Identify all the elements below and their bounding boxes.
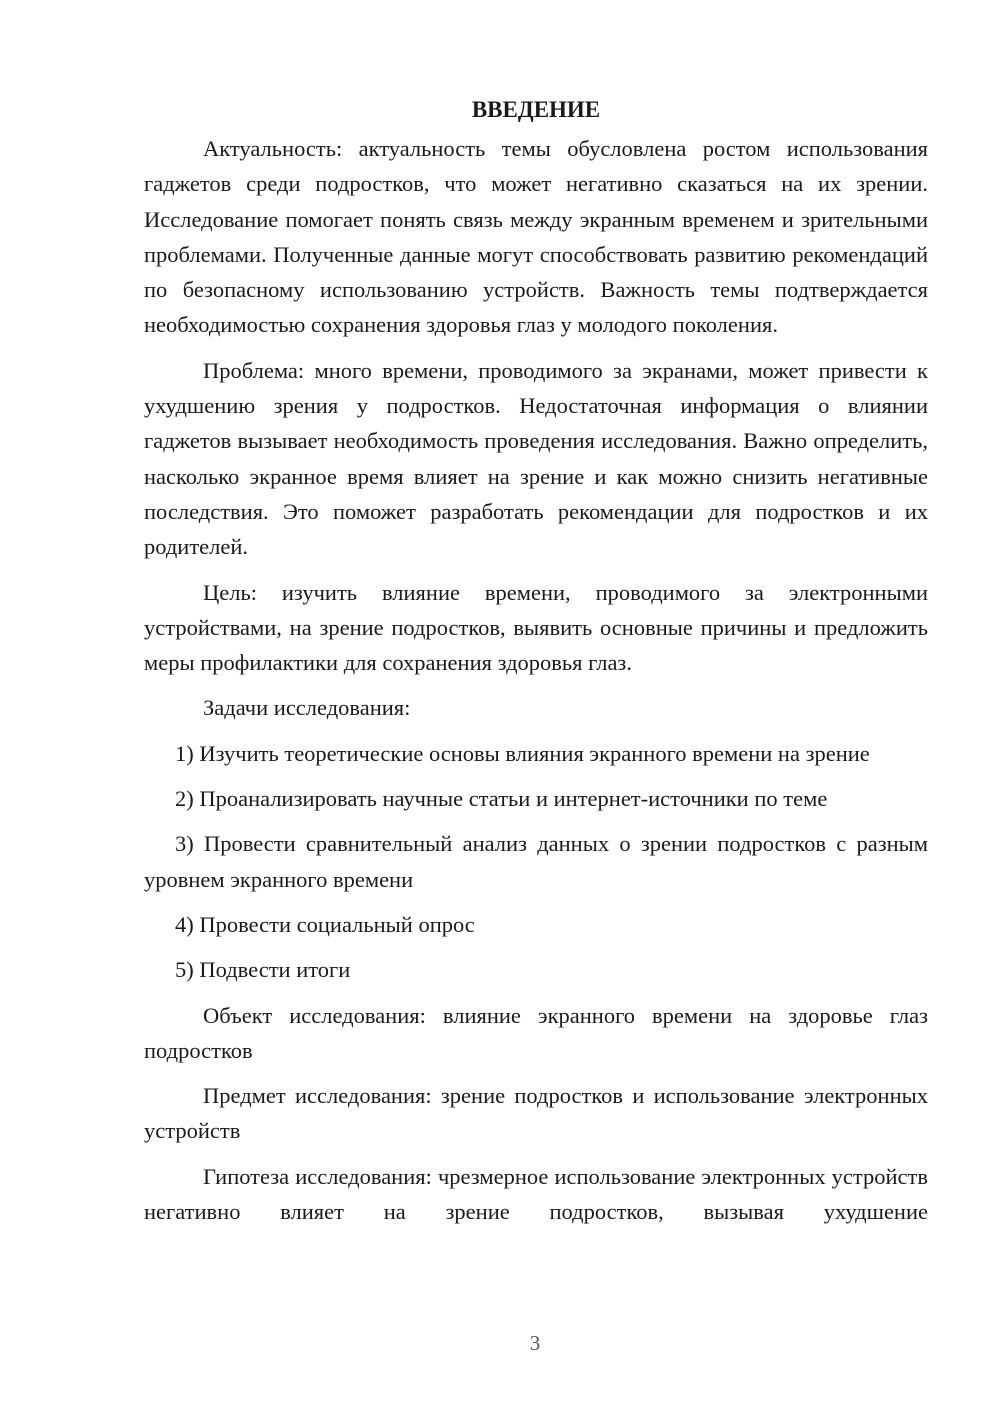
- tasks-heading: Задачи исследования:: [203, 695, 411, 721]
- list-item: 2) Проанализировать научные статьи и интернет-источники по теме: [175, 786, 828, 812]
- page-number: 3: [529, 1331, 541, 1355]
- subject-paragraph: Предмет исследования: зрение подростков и использование электронных устройств: [144, 1083, 928, 1144]
- object-paragraph: Объект исследования: влияние экранного времени на здоровье глаз подростков: [144, 1002, 928, 1063]
- goal-paragraph: Цель: изучить влияние времени, проводимого за электронными устройствами, на зрение подростков, выявить основные причины и предложить меры профилактики для сохранения здоровья глаз.: [144, 579, 928, 676]
- problem-paragraph: Проблема: много времени, проводимого за экранами, может привести к ухудшению зрения у подростков. Недостаточная информация о влиянии гаджетов вызывает необходимость проведения исследования. Важно определить, насколько экранное время влияет на зрение и как можно снизить негативные последствия. Это поможет разработать рекомендации для подростков и их родителей.: [144, 357, 928, 560]
- relevance-paragraph: Актуальность: актуальность темы обусловлена ростом использования гаджетов среди подростков, что может негативно сказаться на их зрении. Исследование помогает понять связь между экранным временем и зрительными проблемами. Полученные данные могут способствовать развитию рекомендаций по безопасному использованию устройств. Важность темы подтверждается необходимостью сохранения здоровья глаз у молодого поколения.: [144, 136, 928, 338]
- hypothesis-paragraph: Гипотеза исследования: чрезмерное использование электронных устройств негативно влияет на зрение подростков, вызывая ухудшение: [144, 1163, 928, 1225]
- list-item: 4) Провести социальный опрос: [175, 911, 475, 937]
- document-page: [144, 92, 928, 1239]
- page-title: ВВЕДЕНИЕ: [471, 97, 601, 122]
- list-item: 1) Изучить теоретические основы влияния экранного времени на зрение: [175, 740, 870, 766]
- list-item: 3) Провести сравнительный анализ данных о зрении подростков с разным уровнем экранного времени: [144, 831, 928, 892]
- list-item: 5) Подвести итоги: [175, 957, 351, 983]
- tasks-list: [144, 736, 928, 988]
